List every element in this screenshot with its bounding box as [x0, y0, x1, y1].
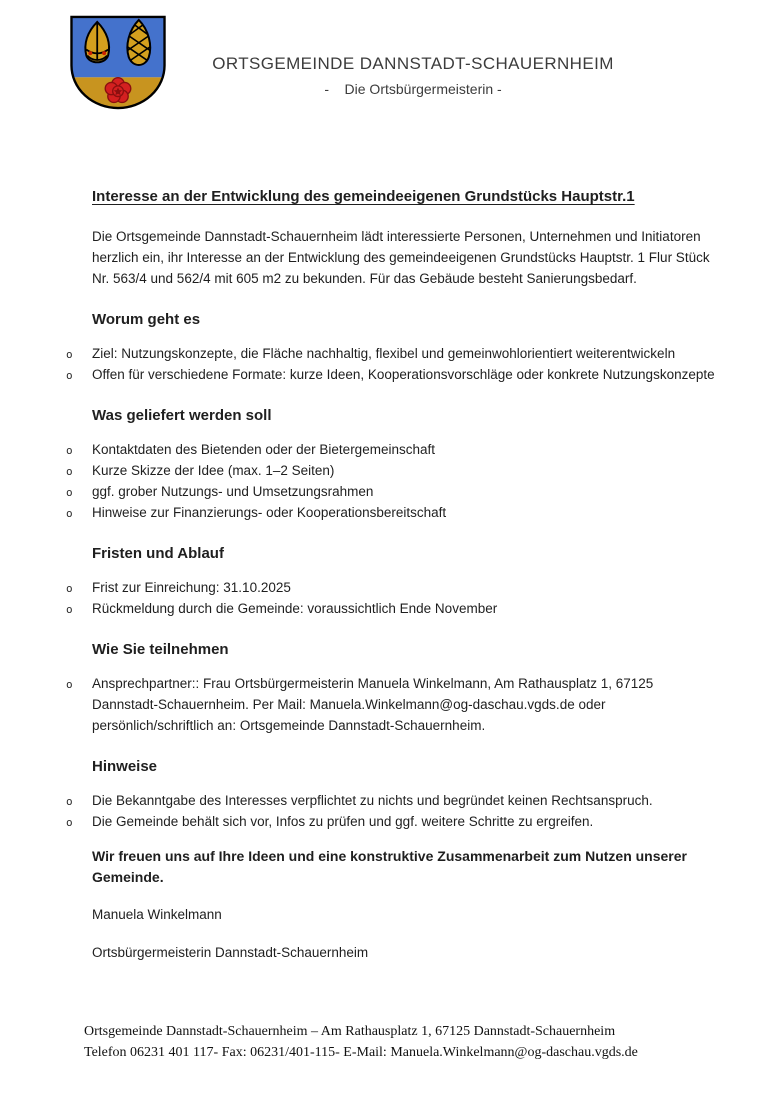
office-subtitle: - Die Ortsbürgermeisterin -	[324, 81, 502, 97]
bullet-marker: o	[66, 816, 73, 829]
list-item	[66, 481, 722, 502]
bullet-marker: o	[66, 582, 73, 595]
bullet-marker: o	[66, 369, 73, 382]
list-item-text: Ziel: Nutzungskonzepte, die Fläche nachhaltig, flexibel und gemeinwohlorientiert weiterentwickeln	[92, 346, 676, 361]
list-item-text: Kurze Skizze der Idee (max. 1–2 Seiten)	[92, 463, 335, 478]
bullet-marker: o	[66, 348, 73, 361]
intro-paragraph: Die Ortsgemeinde Dannstadt-Schauernheim lädt interessierte Personen, Unternehmen und Initiatoren herzlich ein, ihr Interesse an der Entwicklung des gemeindeeigenen Grundstücks Hauptstr. 1 Flur Stück Nr. 563/4 und 562/4 mit 605 m2 zu bekunden. Für das Gebäude besteht Sanierungsbedarf.	[92, 229, 710, 286]
bullet-marker: o	[66, 444, 73, 457]
section-heading-fristen-und-ablauf: Fristen und Ablauf	[92, 545, 224, 562]
list-item	[66, 598, 722, 619]
bullet-marker: o	[66, 486, 73, 499]
letter-body	[0, 186, 780, 963]
bullet-list	[66, 577, 722, 619]
list-item	[66, 577, 722, 598]
footer	[84, 1021, 720, 1063]
bullet-marker: o	[66, 678, 73, 691]
list-item	[66, 343, 722, 364]
list-item-text: Frist zur Einreichung: 31.10.2025	[92, 580, 291, 595]
list-item-text: Hinweise zur Finanzierungs- oder Kooperationsbereitschaft	[92, 505, 447, 520]
list-item-text: ggf. grober Nutzungs- und Umsetzungsrahmen	[92, 484, 374, 499]
list-item	[66, 502, 722, 523]
bullet-list	[66, 439, 722, 523]
bullet-list	[66, 343, 722, 385]
list-item-text: Ansprechpartner:: Frau Ortsbürgermeisterin Manuela Winkelmann, Am Rathausplatz 1, 67125 Dannstadt-Schauernheim. Per Mail: Manuela.Winkelmann@og-daschau.vgds.de oder persönlich/schriftlich an: Ortsgemeinde Dannstadt-Schauernheim.	[92, 676, 654, 733]
list-item	[66, 790, 722, 811]
section-heading-wie-sie-teilnehmen: Wie Sie teilnehmen	[92, 641, 229, 658]
closing-statement: Wir freuen uns auf Ihre Ideen und eine konstruktive Zusammenarbeit zum Nutzen unserer Gemeinde.	[92, 848, 687, 885]
footer-address-line: Ortsgemeinde Dannstadt-Schauernheim – Am Rathausplatz 1, 67125 Dannstadt-Schauernheim	[84, 1024, 616, 1039]
bullet-marker: o	[66, 507, 73, 520]
section-heading-worum-geht-es: Worum geht es	[92, 311, 201, 328]
list-item-text: Rückmeldung durch die Gemeinde: voraussichtlich Ende November	[92, 601, 498, 616]
section-heading-hinweise: Hinweise	[92, 758, 158, 775]
bullet-marker: o	[66, 795, 73, 808]
signature-name: Manuela Winkelmann	[92, 907, 222, 922]
footer-contact-line: Telefon 06231 401 117- Fax: 06231/401-115- E-Mail: Manuela.Winkelmann@og-daschau.vgds.de	[84, 1045, 638, 1060]
document-title: Interesse an der Entwicklung des gemeindeeigenen Grundstücks Hauptstr.1	[92, 188, 635, 205]
list-item-text: Die Bekanntgabe des Interesses verpflichtet zu nichts und begründet keinen Rechtsanspruch.	[92, 793, 653, 808]
bullet-list	[66, 673, 722, 736]
letterhead	[0, 0, 780, 118]
list-item	[66, 460, 722, 481]
bullet-marker: o	[66, 603, 73, 616]
organization-name: ORTSGEMEINDE DANNSTADT-SCHAUERNHEIM	[212, 54, 614, 73]
signature-role: Ortsbürgermeisterin Dannstadt-Schauernheim	[92, 945, 369, 960]
list-item	[66, 439, 722, 460]
section-heading-was-geliefert-werden-soll: Was geliefert werden soll	[92, 407, 272, 424]
bullet-list	[66, 790, 722, 832]
list-item-text: Offen für verschiedene Formate: kurze Ideen, Kooperationsvorschläge oder konkrete Nutzungskonzepte	[92, 367, 715, 382]
bullet-marker: o	[66, 465, 73, 478]
list-item-text: Die Gemeinde behält sich vor, Infos zu prüfen und ggf. weitere Schritte zu ergreifen.	[92, 814, 594, 829]
coat-of-arms-icon	[68, 14, 168, 111]
list-item	[66, 364, 722, 385]
list-item	[66, 673, 722, 736]
list-item	[66, 811, 722, 832]
list-item-text: Kontaktdaten des Bietenden oder der Bietergemeinschaft	[92, 442, 435, 457]
letterhead-text	[178, 14, 648, 118]
